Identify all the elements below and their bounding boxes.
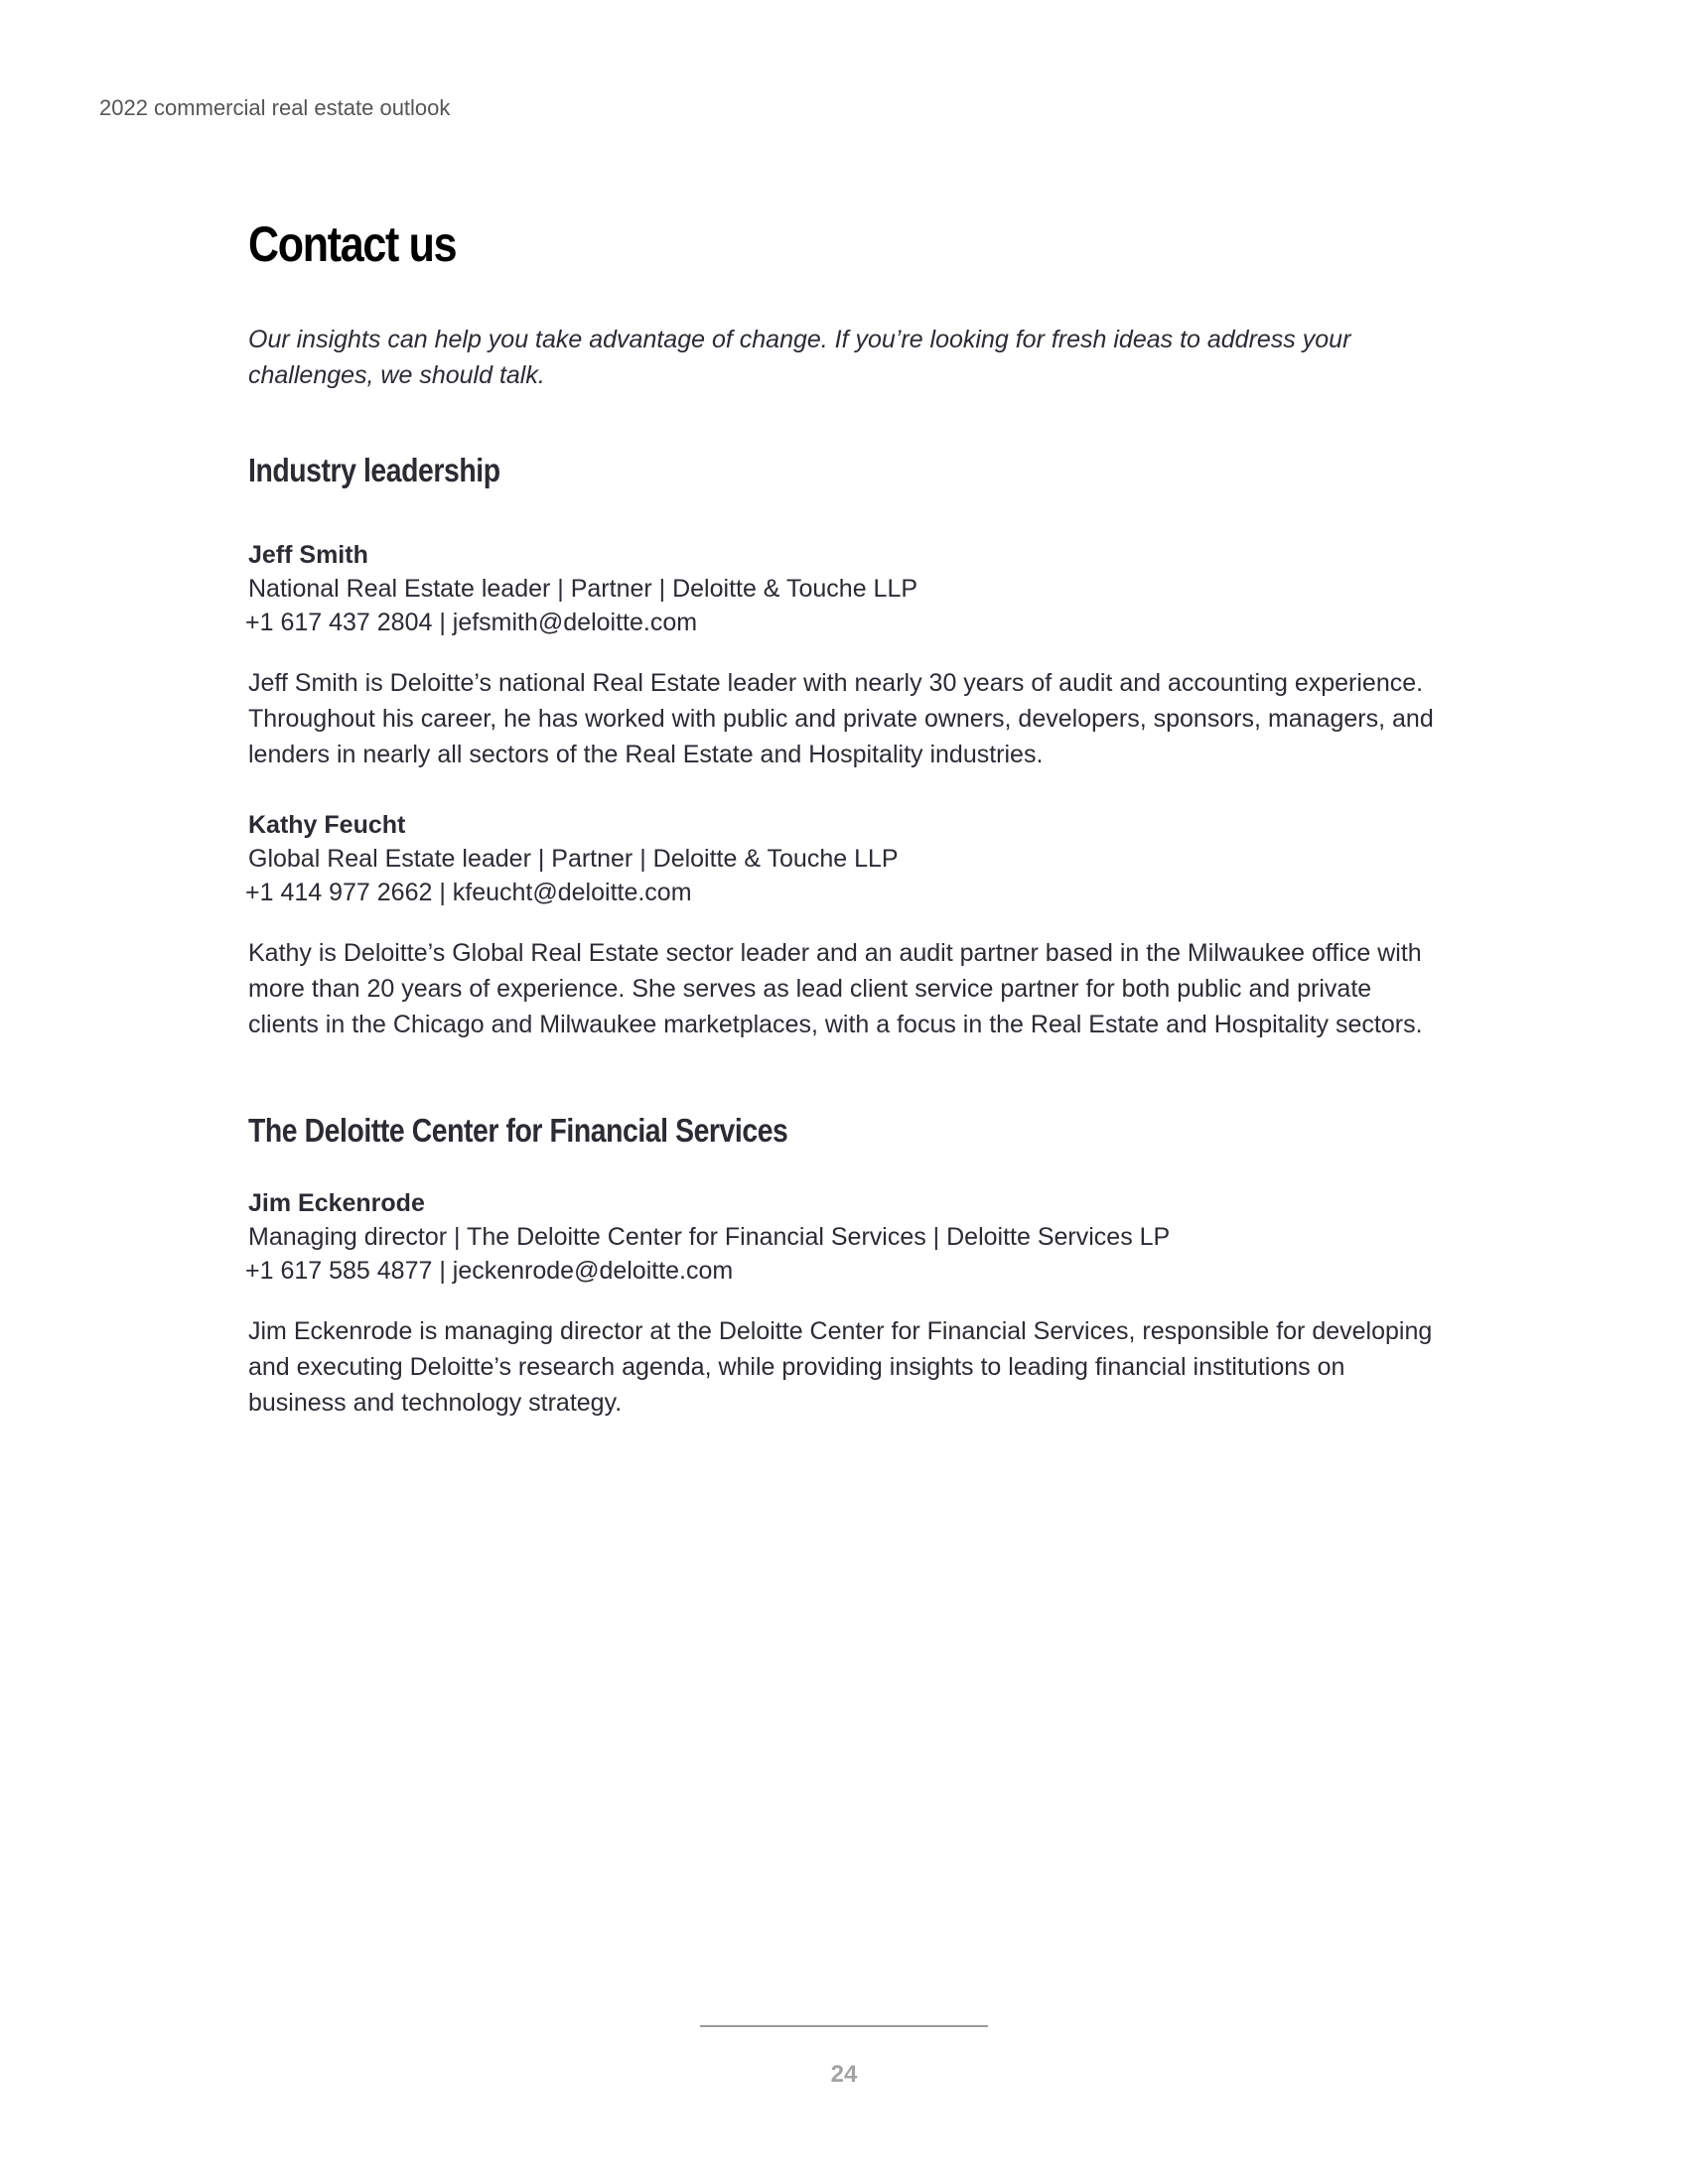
contact-role: Managing director | The Deloitte Center for Financial Services | Deloitte Services LP <box>248 1223 1171 1251</box>
contact-name: Kathy Feucht <box>248 811 406 839</box>
contact-name: Jim Eckenrode <box>248 1189 425 1217</box>
section-heading-industry-leadership: Industry leadership <box>248 452 500 488</box>
intro-text: Our insights can help you take advantage of change. If you’re looking for fresh ideas to address your challenges, we should talk. <box>248 326 1351 389</box>
contact-bio: Jeff Smith is Deloitte’s national Real Estate leader with nearly 30 years of audit and accounting experience. Throughout his career, he has worked with public and private owners, developers, sponsors, managers, and lenders in nearly all sectors of the Real Estate and Hospitality industries. <box>248 669 1434 768</box>
contact-jeff-smith <box>245 538 1440 772</box>
footer-divider <box>700 2025 988 2027</box>
contact-bio: Kathy is Deloitte’s Global Real Estate sector leader and an audit partner based in the Milwaukee office with more than 20 years of experience. She serves as lead client service partner for both public and private clients in the Chicago and Milwaukee marketplaces, with a focus in the Real Estate and Hospitality sectors. <box>248 939 1423 1038</box>
contact-role: National Real Estate leader | Partner | Deloitte & Touche LLP <box>248 575 918 603</box>
contact-phone-email: +1 617 585 4877 | jeckenrode@deloitte.com <box>245 1257 734 1285</box>
contact-kathy-feucht <box>245 808 1440 1042</box>
page-title: Contact us <box>248 216 457 272</box>
contact-jim-eckenrode <box>245 1186 1440 1421</box>
page-number: 24 <box>830 2061 858 2088</box>
contact-bio: Jim Eckenrode is managing director at the Deloitte Center for Financial Services, responsible for developing and executing Deloitte’s research agenda, while providing insights to leading financial institutions on business and technology strategy. <box>248 1317 1433 1417</box>
section-heading-center-for-financial-services: The Deloitte Center for Financial Services <box>248 1112 788 1149</box>
contact-role: Global Real Estate leader | Partner | Deloitte & Touche LLP <box>248 845 899 873</box>
contact-content <box>245 208 1440 1417</box>
contact-phone-email: +1 414 977 2662 | kfeucht@deloitte.com <box>245 879 692 906</box>
contact-name: Jeff Smith <box>248 541 368 569</box>
running-header: 2022 commercial real estate outlook <box>99 95 451 120</box>
contact-phone-email: +1 617 437 2804 | jefsmith@deloitte.com <box>245 609 698 636</box>
